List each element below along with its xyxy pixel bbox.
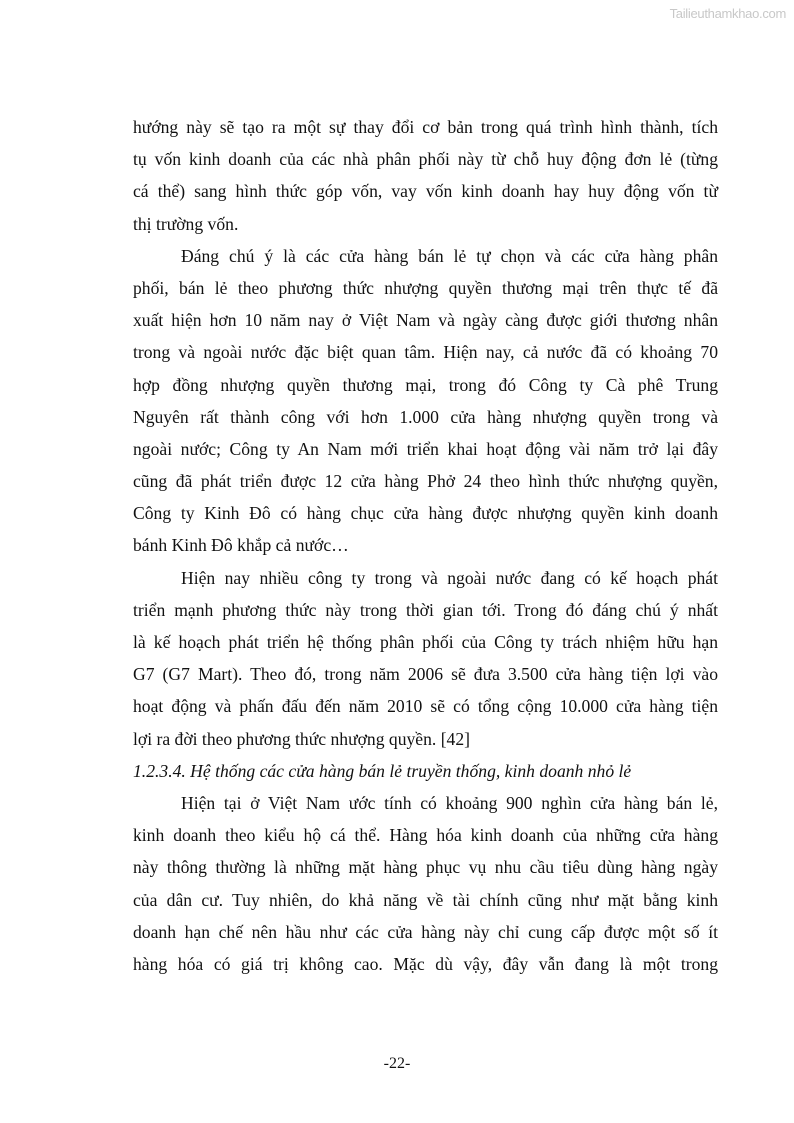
text-line-content: hoạt động và phấn đấu đến năm 2010 sẽ có tổng cộng 10.000 cửa hàng tiện [133,696,718,717]
text-line [133,371,718,403]
text-line [133,821,718,853]
text-line-content: của dân cư. Tuy nhiên, do khả năng về tài chính cũng như mặt bằng kinh [133,889,718,910]
text-line-content: xuất hiện hơn 10 năm nay ở Việt Nam và ngày càng được giới thương nhân [133,310,718,331]
document-body [133,113,718,982]
text-line-content: cá thể) sang hình thức góp vốn, vay vốn kinh doanh hay huy động vốn từ [133,181,718,202]
text-line-content: bánh Kinh Đô khắp cả nước… [133,535,349,556]
text-line [133,435,718,467]
text-line [133,467,718,499]
text-line-content: hàng hóa có giá trị không cao. Mặc dù vậy, đây vẫn đang là một trong [133,953,718,974]
watermark: Tailieuthamkhao.com [669,6,786,21]
text-line-content: 1.2.3.4. Hệ thống các cửa hàng bán lẻ truyền thống, kinh doanh nhỏ lẻ [133,760,632,781]
text-line [133,113,718,145]
text-line [133,564,718,596]
text-line [133,628,718,660]
text-line [133,950,718,982]
text-line-content: Công ty Kinh Đô có hàng chục cửa hàng được nhượng quyền kinh doanh [133,503,718,524]
text-line [133,692,718,724]
text-line-content: là kế hoạch phát triển hệ thống phân phối của Công ty trách nhiệm hữu hạn [133,632,718,652]
text-line [133,660,718,692]
text-line-content: này thông thường là những mặt hàng phục vụ nhu cầu tiêu dùng hàng ngày [133,857,718,878]
text-line [133,499,718,531]
text-line-content: G7 (G7 Mart). Theo đó, trong năm 2006 sẽ đưa 3.500 cửa hàng tiện lợi vào [133,664,718,685]
text-line [133,242,718,274]
text-line [133,886,718,918]
text-line-content: lợi ra đời theo phương thức nhượng quyền. [42] [133,728,471,749]
text-line [133,531,718,563]
section-heading [133,757,718,789]
text-line-content: Đáng chú ý là các cửa hàng bán lẻ tự chọn và các cửa hàng phân [181,245,718,266]
text-line-content: hợp đồng nhượng quyền thương mại, trong đó Công ty Cà phê Trung [133,374,718,395]
text-line-content: doanh hạn chế nên hầu như các cửa hàng này chỉ cung cấp được một số ít [133,921,718,942]
text-line-content: thị trường vốn. [133,213,239,234]
text-line-content: phối, bán lẻ theo phương thức nhượng quyền thương mại trên thực tế đã [133,277,718,298]
text-line-content: trong và ngoài nước đặc biệt quan tâm. Hiện nay, cả nước đã có khoảng 70 [133,342,718,363]
text-line-content: Nguyên rất thành công với hơn 1.000 cửa hàng nhượng quyền trong và [133,406,718,427]
text-line [133,725,718,757]
text-line [133,338,718,370]
text-line-content: Hiện nay nhiều công ty trong và ngoài nước đang có kế hoạch phát [181,567,718,588]
text-line-content: cũng đã phát triển được 12 cửa hàng Phở 24 theo hình thức nhượng quyền, [133,471,718,492]
text-line-content: hướng này sẽ tạo ra một sự thay đổi cơ bản trong quá trình hình thành, tích [133,117,718,137]
text-line [133,177,718,209]
text-line-content: ngoài nước; Công ty An Nam mới triển khai hoạt động vài năm trở lại đây [133,438,718,459]
text-line [133,274,718,306]
text-line [133,145,718,177]
text-line [133,789,718,821]
text-line-content: Hiện tại ở Việt Nam ước tính có khoảng 900 nghìn cửa hàng bán lẻ, [181,792,718,813]
text-line [133,918,718,950]
text-line-content: kinh doanh theo kiểu hộ cá thể. Hàng hóa kinh doanh của những cửa hàng [133,825,718,846]
text-line [133,596,718,628]
text-line [133,210,718,242]
text-line-content: triển mạnh phương thức này trong thời gian tới. Trong đó đáng chú ý nhất [133,599,718,620]
page-number: -22- [383,1055,411,1072]
text-line-content: tụ vốn kinh doanh của các nhà phân phối này từ chỗ huy động đơn lẻ (từng [133,149,718,170]
text-line [133,403,718,435]
text-line [133,853,718,885]
text-line [133,306,718,338]
